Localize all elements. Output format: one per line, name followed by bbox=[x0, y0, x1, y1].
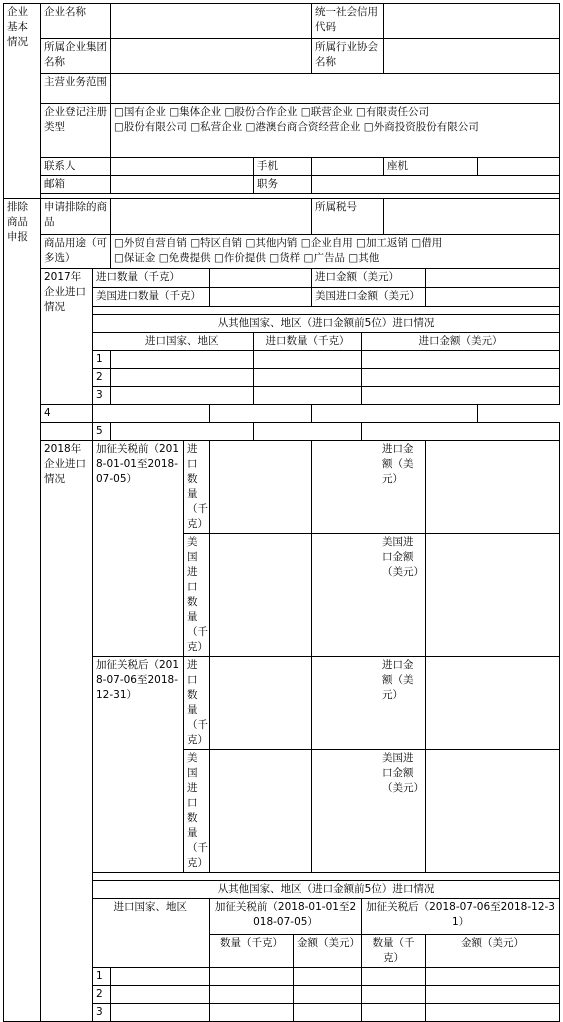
spacer-row bbox=[93, 873, 560, 881]
spacer-row bbox=[93, 307, 560, 315]
group-field[interactable] bbox=[111, 39, 312, 74]
y2017-qty-label: 进口数量（千克） bbox=[93, 269, 210, 288]
y2018-after-label: 加征关税后（2018-07-06至2018-12-31） bbox=[93, 657, 184, 873]
y2018-col-before: 加征关税前（2018-01-01至2018-07-05） bbox=[210, 899, 362, 935]
y2017-row-number: 5 bbox=[93, 423, 111, 441]
y2017-qty-field[interactable] bbox=[210, 269, 312, 288]
y2017-amount-cell[interactable] bbox=[362, 387, 560, 405]
y2018-after-amount-field[interactable] bbox=[426, 657, 560, 750]
registration-type-line1: □国有企业 □集体企业 □股份合作企业 □联营企业 □有限责任公司 bbox=[114, 106, 429, 118]
y2018-col-after: 加征关税后（2018-07-06至2018-12-31） bbox=[362, 899, 560, 935]
scope-label: 主营业务范围 bbox=[41, 74, 111, 104]
y2017-us-amount-label: 美国进口金额（美元） bbox=[312, 288, 426, 307]
y2017-col-country: 进口国家、地区 bbox=[111, 333, 254, 351]
y2018-after-qty-label: 进口数量（千克） bbox=[184, 657, 210, 750]
y2018-before-qty-label: 进口数量（千克） bbox=[184, 441, 210, 534]
y2018-country-cell[interactable] bbox=[111, 986, 210, 1004]
y2018-after-amount-cell[interactable] bbox=[426, 1004, 560, 1022]
position-field[interactable] bbox=[312, 176, 560, 194]
y2018-after-qty-field[interactable] bbox=[210, 657, 312, 750]
usage-line2: □保证金 □免费提供 □作价提供 □货样 □广告品 □其他 bbox=[114, 252, 380, 264]
y2017-amount-cell[interactable] bbox=[312, 405, 478, 423]
y2018-before-us-amount-label: 美国进口金额（美元） bbox=[312, 534, 426, 657]
y2018-after-qty-cell[interactable] bbox=[362, 1004, 426, 1022]
y2017-title: 2017年企业进口情况 bbox=[41, 269, 93, 405]
y2018-before-sub-amount: 金额（美元） bbox=[294, 935, 362, 968]
y2018-country-cell[interactable] bbox=[111, 968, 210, 986]
enterprise-name-label: 企业名称 bbox=[41, 4, 111, 39]
y2018-after-us-amount-label: 美国进口金额（美元） bbox=[312, 750, 426, 873]
y2018-before-us-qty-label: 美国进口数量（千克） bbox=[184, 534, 210, 657]
y2018-before-amount-cell[interactable] bbox=[294, 986, 362, 1004]
y2018-before-amount-field[interactable] bbox=[426, 441, 560, 534]
y2018-after-us-qty-label: 美国进口数量（千克） bbox=[184, 750, 210, 873]
y2018-title: 2018年企业进口情况 bbox=[41, 441, 93, 1022]
tax-number-label: 所属税号 bbox=[312, 199, 384, 235]
association-field[interactable] bbox=[384, 39, 560, 74]
y2017-us-qty-field[interactable] bbox=[210, 288, 312, 307]
y2018-before-sub-qty: 数量（千克） bbox=[210, 935, 294, 968]
association-label: 所属行业协会名称 bbox=[312, 39, 384, 74]
y2018-after-amount-cell[interactable] bbox=[426, 986, 560, 1004]
usage-line1: □外贸自营自销 □特区自销 □其他内销 □企业自用 □加工返销 □借用 bbox=[114, 237, 443, 249]
enterprise-name-field[interactable] bbox=[111, 4, 312, 39]
credit-code-field[interactable] bbox=[384, 4, 560, 39]
y2018-before-amount-cell[interactable] bbox=[294, 968, 362, 986]
y2017-row-number: 3 bbox=[93, 387, 111, 405]
y2018-col-country: 进口国家、地区 bbox=[111, 899, 210, 968]
position-label: 职务 bbox=[254, 176, 312, 194]
y2018-before-amount-cell[interactable] bbox=[294, 1004, 362, 1022]
y2018-after-amount-cell[interactable] bbox=[426, 968, 560, 986]
y2018-after-amount-label: 进口金额（美元） bbox=[312, 657, 426, 750]
phone-label: 座机 bbox=[384, 158, 478, 176]
y2018-before-qty-field[interactable] bbox=[210, 441, 312, 534]
y2017-qty-cell[interactable] bbox=[254, 423, 362, 441]
y2017-us-qty-label: 美国进口数量（千克） bbox=[93, 288, 210, 307]
y2018-after-sub-qty: 数量（千克） bbox=[362, 935, 426, 968]
y2017-col-qty: 进口数量（千克） bbox=[254, 333, 362, 351]
y2017-row-number: 4 bbox=[41, 405, 93, 423]
email-field[interactable] bbox=[111, 176, 254, 194]
y2017-other-title: 从其他国家、地区（进口金额前5位）进口情况 bbox=[93, 315, 560, 333]
product-label: 申请排除的商品 bbox=[41, 199, 111, 235]
y2017-col-amount: 进口金额（美元） bbox=[362, 333, 560, 351]
y2017-title-tail bbox=[41, 423, 93, 441]
tax-number-field[interactable] bbox=[384, 199, 560, 235]
y2018-row-number: 1 bbox=[93, 968, 111, 986]
usage-options[interactable] bbox=[111, 235, 560, 269]
application-form bbox=[3, 3, 560, 1022]
email-label: 邮箱 bbox=[41, 176, 111, 194]
y2017-row-number: 2 bbox=[93, 369, 111, 387]
y2018-before-qty-cell[interactable] bbox=[210, 968, 294, 986]
registration-type-options[interactable] bbox=[111, 104, 560, 158]
y2017-amount-cell[interactable] bbox=[362, 423, 560, 441]
y2018-before-label: 加征关税前（2018-01-01至2018-07-05） bbox=[93, 441, 184, 657]
phone-field[interactable] bbox=[478, 158, 560, 176]
y2018-country-cell[interactable] bbox=[111, 1004, 210, 1022]
y2017-amount-cell[interactable] bbox=[362, 351, 560, 369]
y2018-before-us-amount-field[interactable] bbox=[426, 534, 560, 657]
section-exclusion-title: 排除商品申报 bbox=[4, 199, 41, 1022]
y2018-before-qty-cell[interactable] bbox=[210, 986, 294, 1004]
group-label: 所属企业集团名称 bbox=[41, 39, 111, 74]
y2017-amount-cell[interactable] bbox=[362, 369, 560, 387]
y2018-before-qty-cell[interactable] bbox=[210, 1004, 294, 1022]
y2017-country-cell[interactable] bbox=[93, 405, 210, 423]
y2017-qty-cell[interactable] bbox=[254, 387, 362, 405]
y2018-other-title: 从其他国家、地区（进口金额前5位）进口情况 bbox=[93, 881, 560, 899]
y2017-amount-field[interactable] bbox=[426, 269, 560, 288]
y2018-after-qty-cell[interactable] bbox=[362, 968, 426, 986]
y2018-before-amount-label: 进口金额（美元） bbox=[312, 441, 426, 534]
y2018-row-number: 2 bbox=[93, 986, 111, 1004]
y2017-qty-cell[interactable] bbox=[254, 369, 362, 387]
y2017-country-cell[interactable] bbox=[111, 423, 254, 441]
y2018-after-us-amount-field[interactable] bbox=[426, 750, 560, 873]
y2017-qty-cell[interactable] bbox=[254, 351, 362, 369]
y2018-after-us-qty-field[interactable] bbox=[210, 750, 312, 873]
credit-code-label: 统一社会信用代码 bbox=[312, 4, 384, 39]
usage-label: 商品用途（可多选） bbox=[41, 235, 111, 269]
section-enterprise-title: 企业基本情况 bbox=[4, 4, 41, 199]
y2018-before-us-qty-field[interactable] bbox=[210, 534, 312, 657]
registration-type-label: 企业登记注册类型 bbox=[41, 104, 111, 158]
y2017-row-number: 1 bbox=[93, 351, 111, 369]
y2018-row-number: 3 bbox=[93, 1004, 111, 1022]
y2018-col-index bbox=[93, 899, 111, 968]
contact-label: 联系人 bbox=[41, 158, 111, 176]
contact-field[interactable] bbox=[111, 158, 254, 176]
y2017-country-cell[interactable] bbox=[111, 387, 254, 405]
y2018-after-qty-cell[interactable] bbox=[362, 986, 426, 1004]
y2017-country-cell[interactable] bbox=[111, 369, 254, 387]
y2017-qty-cell[interactable] bbox=[210, 405, 312, 423]
y2017-us-amount-field[interactable] bbox=[426, 288, 560, 307]
mobile-label: 手机 bbox=[254, 158, 312, 176]
y2017-col-index bbox=[93, 333, 111, 351]
y2017-amount-label: 进口金额（美元） bbox=[312, 269, 426, 288]
y2017-country-cell[interactable] bbox=[111, 351, 254, 369]
scope-field[interactable] bbox=[111, 74, 560, 104]
y2018-after-sub-amount: 金额（美元） bbox=[426, 935, 560, 968]
mobile-field[interactable] bbox=[312, 158, 384, 176]
product-field[interactable] bbox=[111, 199, 312, 235]
registration-type-line2: □股份有限公司 □私营企业 □港澳台商合资经营企业 □外商投资股份有限公司 bbox=[114, 121, 479, 133]
